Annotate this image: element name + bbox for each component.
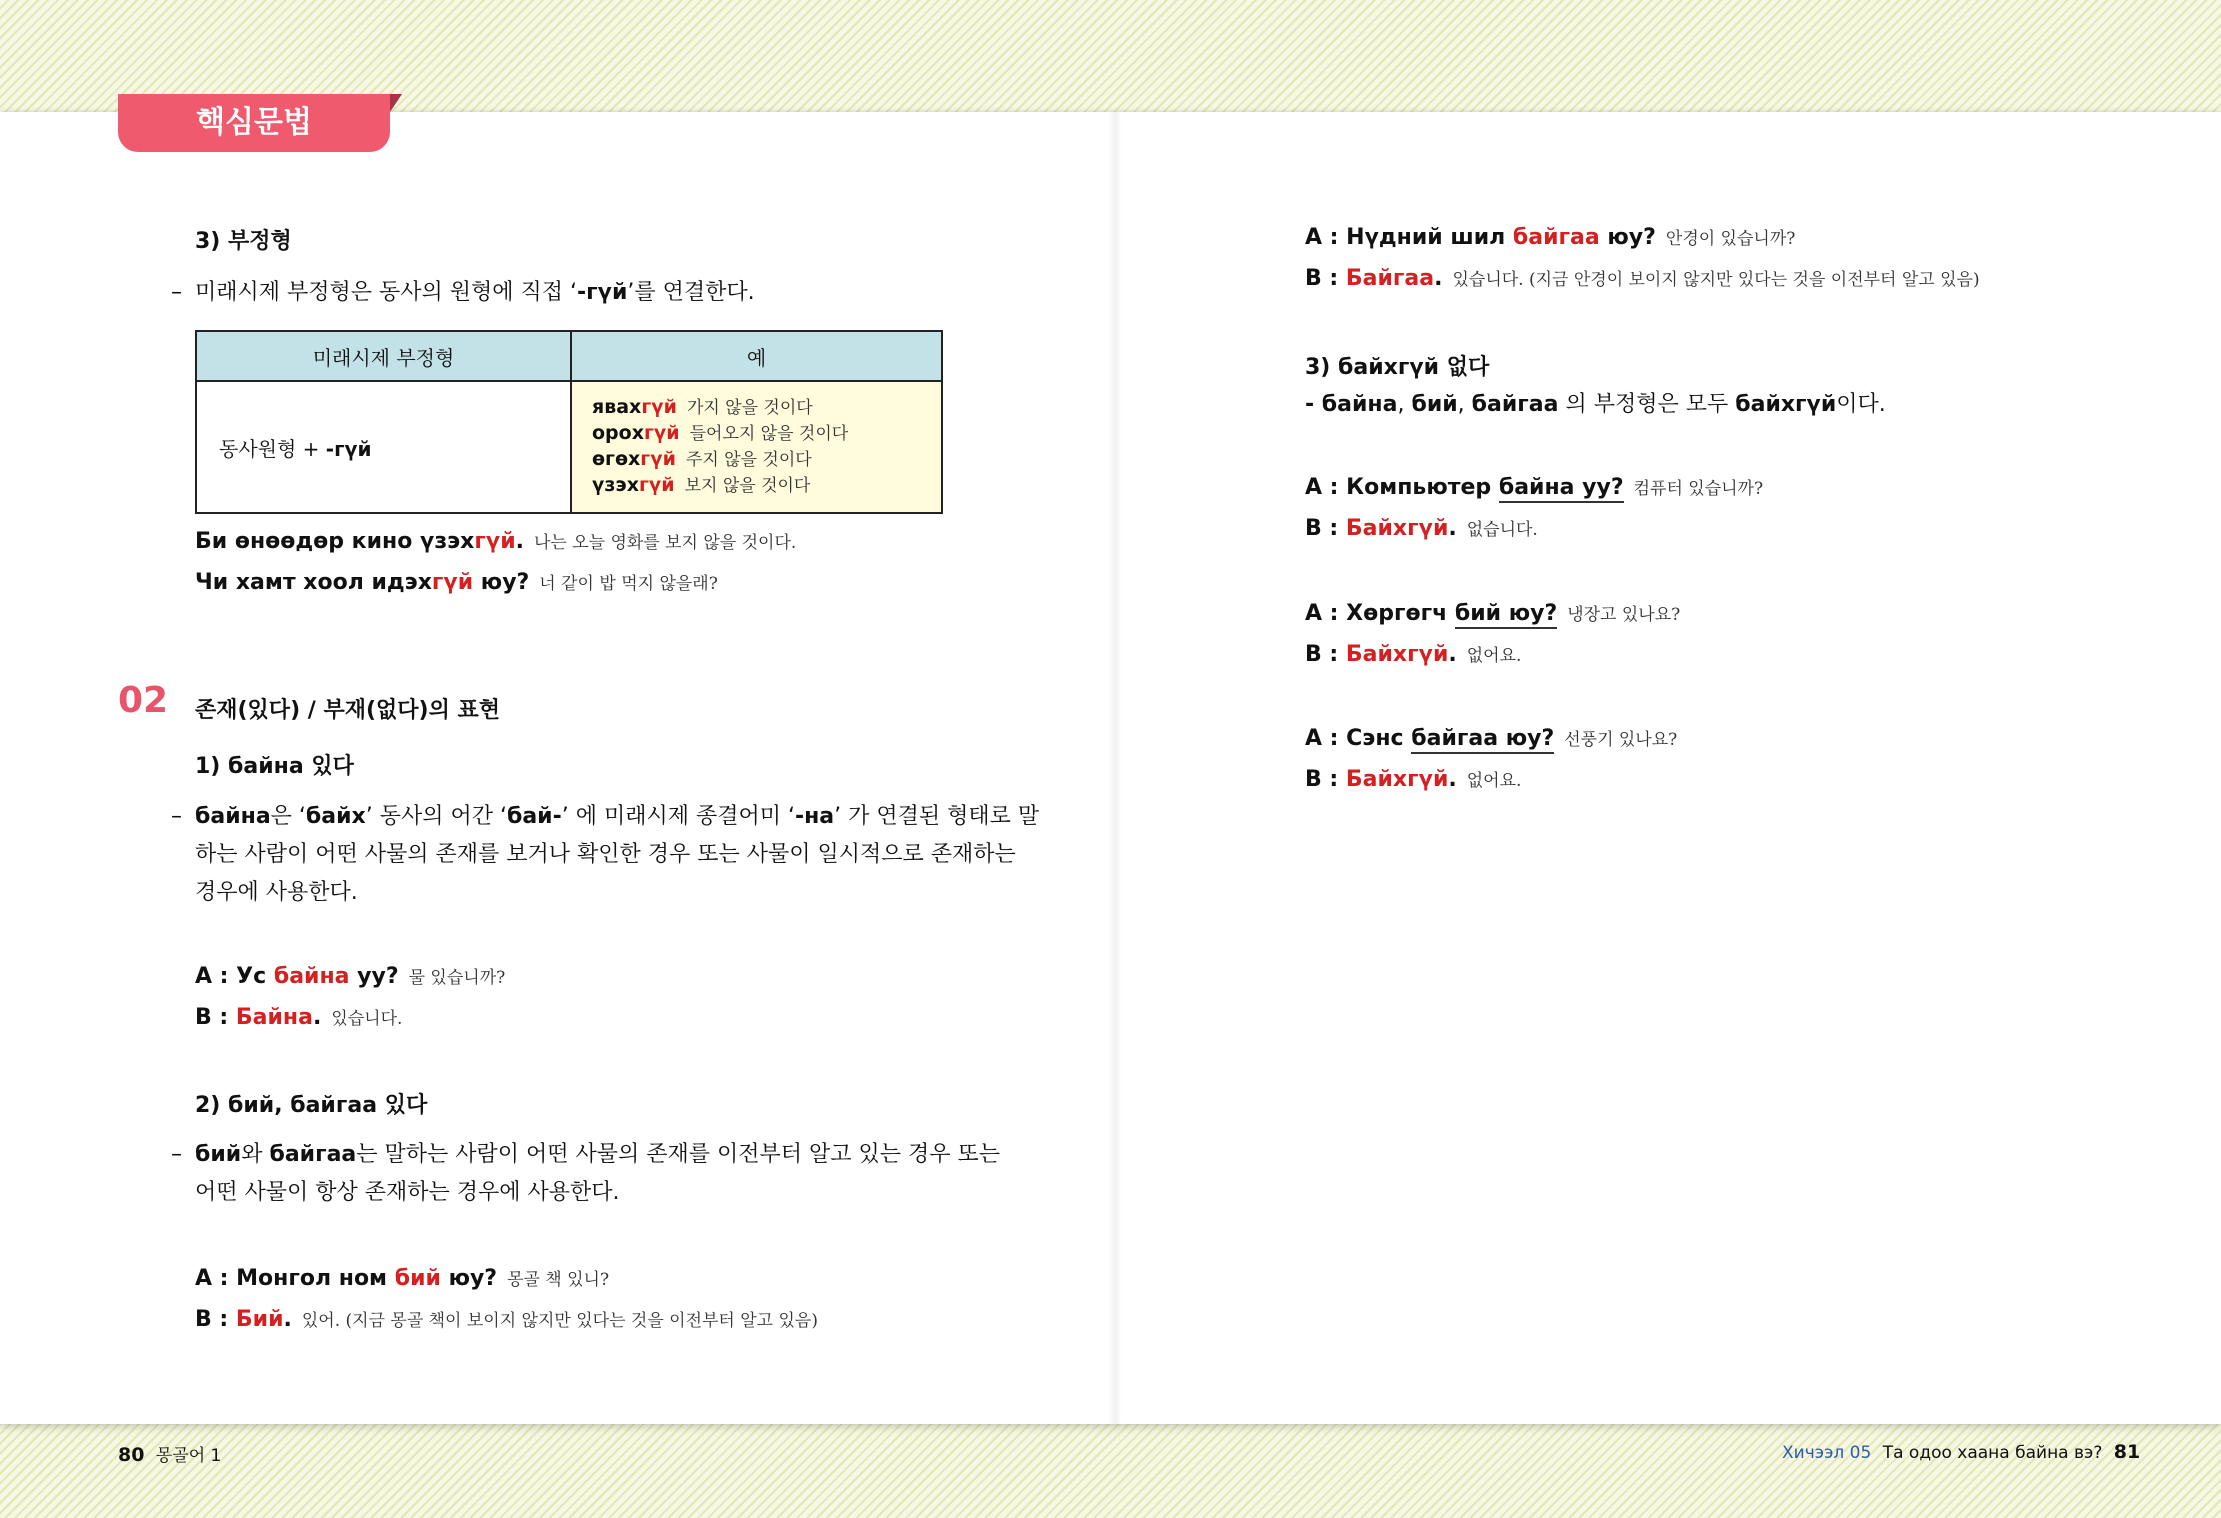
verb-example: орохгүй 들어오지 않을 것이다: [592, 422, 849, 444]
verb-example: өгөхгүй 주지 않을 것이다: [592, 448, 812, 470]
dialogue-line-a: A : Сэнс байгаа юу? 선풍기 있나요?: [1305, 725, 1677, 751]
book-title: 몽골어 1: [155, 1446, 222, 1466]
negative-form-heading: 3) 부정형: [195, 229, 292, 254]
example-sentence: Чи хамт хоол идэхгүй юу? 너 같이 밥 먹지 않을래?: [195, 570, 718, 595]
dialogue-line-a: A : Компьютер байна уу? 컴퓨터 있습니까?: [1305, 474, 1763, 500]
table-rule-cell: 동사원형 + -гүй: [196, 381, 571, 513]
page-spine: [1108, 112, 1122, 1424]
negative-form-table: [195, 330, 943, 514]
dialogue-line-b: B : Байхгүй. 없어요.: [1305, 767, 1522, 792]
table-header: 미래시제 부정형: [196, 331, 571, 381]
dash-bullet: –: [171, 804, 182, 829]
bayna-heading: 1) байна 있다: [195, 754, 354, 779]
right-footer: [1782, 1441, 2140, 1463]
dash-bullet: –: [171, 280, 182, 305]
tag-fold: [390, 94, 402, 112]
negative-form-description: – 미래시제 부정형은 동사의 원형에 직접 ‘-гүй’를 연결한다.: [195, 274, 755, 312]
bayhgui-description: - байна, бий, байгаа 의 부정형은 모두 байхгүй이다.: [1305, 392, 1886, 417]
section-tag: 핵심문법: [118, 94, 390, 152]
dialogue-line-a: A : Ус байна уу? 물 있습니까?: [195, 964, 506, 989]
dialogue-line-a: A : Хөргөгч бий юу? 냉장고 있나요?: [1305, 600, 1680, 626]
dash-bullet: –: [171, 1142, 182, 1167]
dialogue-line-b: B : Байгаа. 있습니다. (지금 안경이 보이지 않지만 있다는 것을 이전부터 알고 있음): [1305, 266, 1980, 291]
dialogue-line-b: B : Байхгүй. 없어요.: [1305, 642, 1522, 667]
table-header: 예: [571, 331, 942, 381]
dialogue-line-b: B : Байна. 있습니다.: [195, 1005, 403, 1030]
left-footer: [118, 1441, 221, 1466]
page-number: 80: [118, 1444, 145, 1466]
section-number: 02: [118, 680, 169, 721]
dialogue-line-a: A : Нүдний шил байгаа юу? 안경이 있습니까?: [1305, 225, 1796, 250]
bayna-description: – байна은 ‘байх’ 동사의 어간 ‘бай-’ 에 미래시제 종결어미 ‘-на’ 가 연결된 형태로 말 하는 사람이 어떤 사물의 존재를 보거나 확인한 경우 또는 사물이 일시적으로 존재하는 경우에 사용한다.: [195, 798, 1039, 912]
verb-example: үзэхгүй 보지 않을 것이다: [592, 474, 811, 496]
dialogue-line-b: B : Бий. 있어. (지금 몽골 책이 보이지 않지만 있다는 것을 이전부터 알고 있음): [195, 1307, 818, 1332]
biy-heading: 2) бий, байгаа 있다: [195, 1093, 428, 1118]
table-example-cell: [571, 381, 942, 513]
biy-description: – бий와 байгаа는 말하는 사람이 어떤 사물의 존재를 이전부터 알고 있는 경우 또는 어떤 사물이 항상 존재하는 경우에 사용한다.: [195, 1136, 1000, 1212]
page-number: 81: [2113, 1441, 2141, 1463]
dialogue-line-a: A : Монгол ном бий юу? 몽골 책 있니?: [195, 1266, 610, 1291]
bayhgui-heading: 3) байхгүй 없다: [1305, 355, 1490, 380]
lesson-title: Та одоо хаана байна вэ?: [1882, 1443, 2103, 1463]
section-title: 존재(있다) / 부재(없다)의 표현: [195, 698, 501, 723]
lesson-number: Хичээл 05: [1782, 1443, 1872, 1463]
verb-example: явахгүй 가지 않을 것이다: [592, 396, 813, 418]
example-sentence: Би өнөөдөр кино үзэхгүй. 나는 오늘 영화를 보지 않을 것이다.: [195, 529, 797, 554]
dialogue-line-b: B : Байхгүй. 없습니다.: [1305, 516, 1538, 541]
